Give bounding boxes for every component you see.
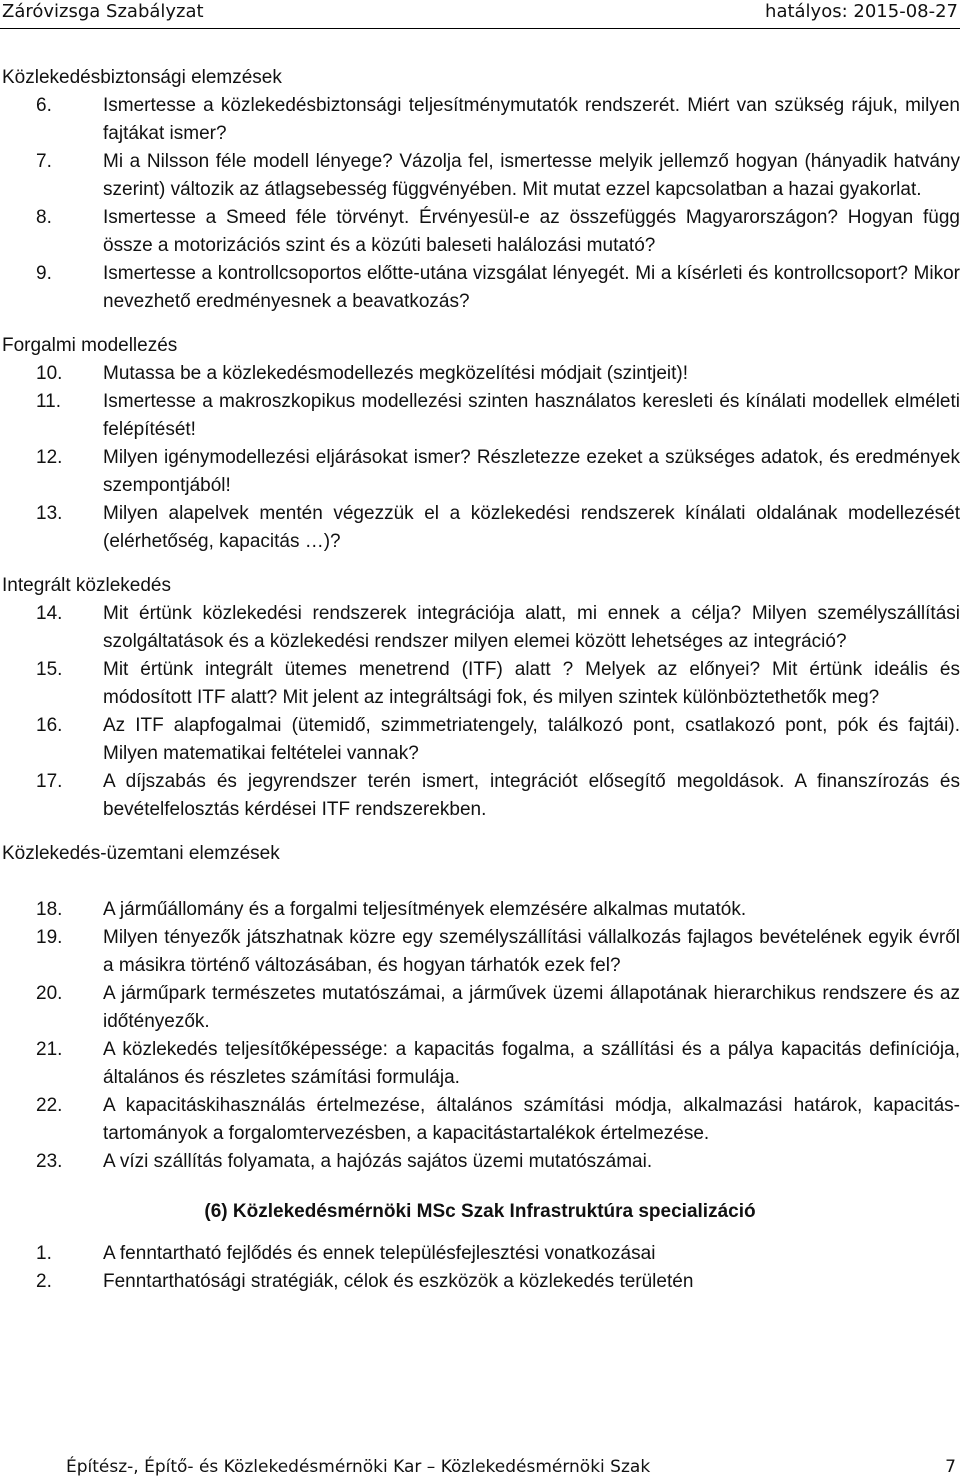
question-item: [0, 360, 960, 388]
section-heading: Közlekedés-üzemtani elemzések: [2, 843, 280, 864]
question-text: Ismertesse a makroszkopikus modellezési szinten használatos keresleti és kínálati modellek elméleti felépítését!: [103, 391, 960, 440]
question-text: Ismertesse a kontrollcsoportos előtte-utána vizsgálat lényegét. Mi a kísérleti és kontrollcsoport? Mikor nevezhető eredményesnek a beavatkozás?: [103, 263, 960, 312]
question-item: [0, 388, 960, 444]
question-text: Ismertesse a Smeed féle törvényt. Érvényesül-e az összefüggés Magyarországon? Hogyan függ össze a motorizációs szint és a közúti baleseti halálozási mutató?: [103, 207, 960, 256]
question-item: [0, 260, 960, 316]
question-text: A fenntartható fejlődés és ennek településfejlesztési vonatkozásai: [103, 1243, 656, 1264]
question-number: 2.: [36, 1271, 52, 1292]
question-text: A díjszabás és jegyrendszer terén ismert, integrációt elősegítő megoldások. A finanszírozás és bevételfelosztás kérdései ITF rendszerekben.: [103, 771, 960, 820]
question-text: A járműállomány és a forgalmi teljesítmények elemzésére alkalmas mutatók.: [103, 899, 747, 920]
question-text: Mi a Nilsson féle modell lényege? Vázolja fel, ismertesse melyik jellemző hogyan (hányadik hatvány szerint) változik az átlagsebesség függvényében. Mit mutat ezzel kapcsolatban a hazai gyakorlat.: [103, 151, 960, 200]
question-item: [0, 148, 960, 204]
question-item: [0, 1036, 960, 1092]
header-divider: [0, 28, 960, 29]
question-text: A járműpark természetes mutatószámai, a járművek üzemi állapotának hierarchikus rendszere és az időtényezők.: [103, 983, 960, 1032]
blank-line: [0, 868, 960, 896]
question-item: [0, 656, 960, 712]
question-text: Ismertesse a közlekedésbiztonsági teljesítménymutatók rendszerét. Miért van szükség rájuk, milyen fajtákat ismer?: [103, 95, 960, 144]
header-document-title: Záróvizsga Szabályzat: [2, 1, 204, 22]
question-item: [0, 204, 960, 260]
question-text: A vízi szállítás folyamata, a hajózás sajátos üzemi mutatószámai.: [103, 1151, 653, 1172]
question-item: [0, 1092, 960, 1148]
question-number: 11.: [36, 391, 62, 412]
question-number: 19.: [36, 927, 63, 948]
question-number: 10.: [36, 363, 63, 384]
question-text: Mutassa be a közlekedésmodellezés megközelítési módjait (szintjeit)!: [103, 363, 689, 384]
question-text: Milyen igénymodellezési eljárásokat ismer? Részletezze ezeket a szükséges adatok, és eredmények szempontjából!: [103, 447, 960, 496]
question-number: 6.: [36, 95, 52, 116]
question-text: Az ITF alapfogalmai (ütemidő, szimmetriatengely, találkozó pont, csatlakozó pont, pók és fajtái). Milyen matematikai feltételei vannak?: [103, 715, 960, 764]
page-number: 7: [945, 1457, 956, 1477]
question-number: 8.: [36, 207, 52, 228]
question-item: [0, 1148, 960, 1176]
question-item: [0, 1268, 960, 1296]
section-heading: Forgalmi modellezés: [2, 335, 178, 356]
question-text: Milyen tényezők játszhatnak közre egy személyszállítási vállalkozás fajlagos bevételének egyik évről a másikra történő változásában, és hogyan tárhatók ezek fel?: [103, 927, 960, 976]
question-number: 12.: [36, 447, 63, 468]
question-number: 18.: [36, 899, 63, 920]
specialization-title: (6) Közlekedésmérnöki MSc Szak Infrastruktúra specializáció: [204, 1201, 756, 1222]
question-number: 16.: [36, 715, 63, 736]
question-item: [0, 1240, 960, 1268]
question-item: [0, 924, 960, 980]
question-number: 15.: [36, 659, 63, 680]
question-number: 23.: [36, 1151, 63, 1172]
question-text: Mit értünk közlekedési rendszerek integrációja alatt, mi ennek a célja? Milyen személyszállítási szolgáltatások és a közlekedési rendszer milyen elemei között lehetséges az integráció?: [103, 603, 960, 652]
question-number: 22.: [36, 1095, 63, 1116]
question-text: Milyen alapelvek mentén végezzük el a közlekedési rendszerek kínálati oldalának modellezését (elérhetőség, kapacitás …)?: [103, 503, 960, 552]
question-item: [0, 600, 960, 656]
question-number: 20.: [36, 983, 63, 1004]
question-number: 1.: [36, 1243, 52, 1264]
question-item: [0, 980, 960, 1036]
question-item: [0, 500, 960, 556]
question-text: Fenntarthatósági stratégiák, célok és eszközök a közlekedés területén: [103, 1271, 694, 1292]
question-text: A közlekedés teljesítőképessége: a kapacitás fogalma, a szállítási és a pálya kapacitás definíciója, általános és részletes számítási formulája.: [103, 1039, 960, 1088]
question-item: [0, 896, 960, 924]
document-body: [0, 64, 960, 1296]
page-header: [0, 0, 960, 24]
question-number: 14.: [36, 603, 63, 624]
question-number: 9.: [36, 263, 52, 284]
question-text: A kapacitáskihasználás értelmezése, általános számítási módja, alkalmazási határok, kapacitás-tartományok a forgalomtervezésben, a kapacitástartalékok értelmezése.: [103, 1095, 960, 1144]
question-item: [0, 768, 960, 824]
question-item: [0, 712, 960, 768]
page-footer: [0, 1456, 960, 1478]
section-heading: Közlekedésbiztonsági elemzések: [2, 67, 282, 88]
section-heading: Integrált közlekedés: [2, 575, 171, 596]
question-item: [0, 444, 960, 500]
question-number: 13.: [36, 503, 63, 524]
question-number: 21.: [36, 1039, 63, 1060]
question-text: Mit értünk integrált ütemes menetrend (ITF) alatt ? Melyek az előnyei? Mit értünk ideális és módosított ITF alatt? Mit jelent az integráltsági fok, és milyen szintek különböztethetők meg?: [103, 659, 960, 708]
header-effective-date: hatályos: 2015-08-27: [765, 1, 958, 22]
question-number: 7.: [36, 151, 52, 172]
question-item: [0, 92, 960, 148]
footer-faculty: Építész-, Építő- és Közlekedésmérnöki Kar – Közlekedésmérnöki Szak: [66, 1457, 651, 1477]
question-number: 17.: [36, 771, 63, 792]
